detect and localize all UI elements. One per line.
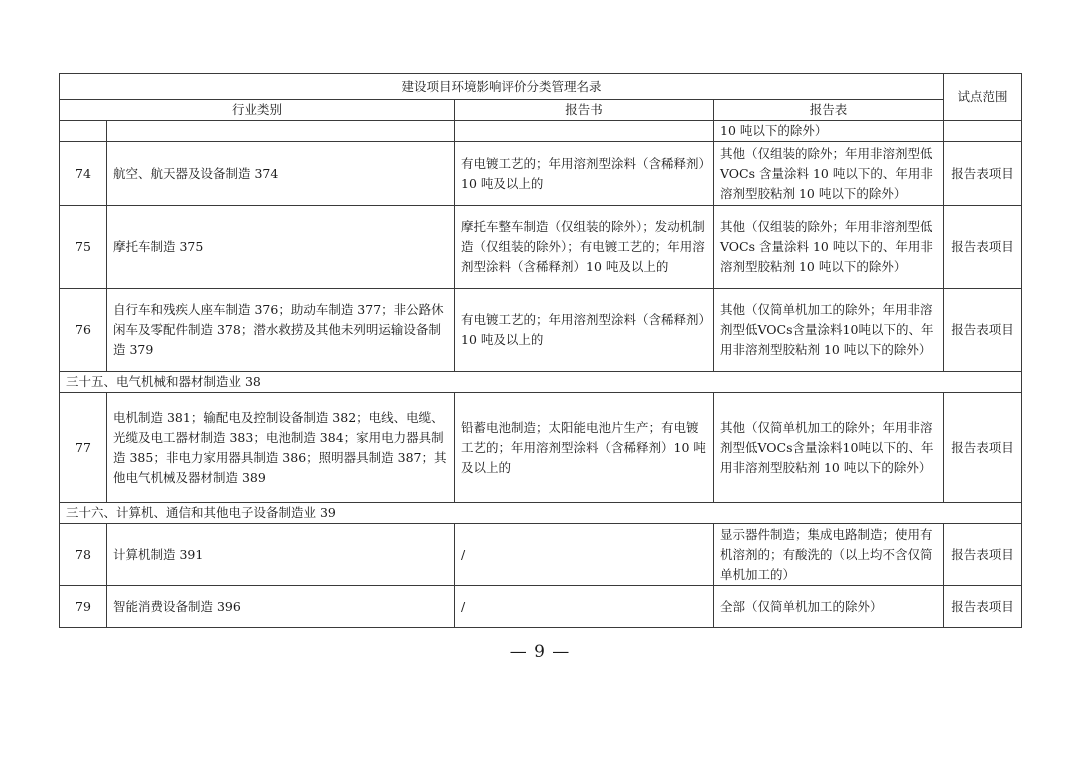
row-number: 79 [60,586,107,628]
report-form-cell: 10 吨以下的除外） [714,121,944,142]
continuation-row [60,121,1022,142]
category-cell: 航空、航天器及设备制造 374 [107,142,455,206]
table-row [60,524,1022,586]
table-title: 建设项目环境影响评价分类管理名录 [60,74,944,100]
scope-cell: 报告表项目 [944,206,1022,289]
scope-cell: 报告表项目 [944,586,1022,628]
report-form-cell: 其他（仅组装的除外；年用非溶剂型低 VOCs 含量涂料 10 吨以下的、年用非溶剂型胶粘剂 10 吨以下的除外） [714,142,944,206]
report-form-cell: 其他（仅组装的除外；年用非溶剂型低 VOCs 含量涂料 10 吨以下的、年用非溶剂型胶粘剂 10 吨以下的除外） [714,206,944,289]
category-cell [107,121,455,142]
scope-header: 试点范围 [944,74,1022,121]
report-form-cell: 显示器件制造；集成电路制造；使用有机溶剂的；有酸洗的（以上均不含仅简单机加工的） [714,524,944,586]
scope-cell: 报告表项目 [944,142,1022,206]
row-number: 76 [60,289,107,372]
report-book-cell: / [455,586,714,628]
table-row [60,586,1022,628]
report-form-header: 报告表 [714,100,944,121]
report-book-cell: / [455,524,714,586]
category-cell: 自行车和残疾人座车制造 376；助动车制造 377；非公路休闲车及零配件制造 378；潜水救捞及其他未列明运输设备制造 379 [107,289,455,372]
report-book-cell: 有电镀工艺的；年用溶剂型涂料（含稀释剂）10 吨及以上的 [455,289,714,372]
num-cell [60,121,107,142]
scope-cell: 报告表项目 [944,524,1022,586]
category-cell: 计算机制造 391 [107,524,455,586]
category-header: 行业类别 [60,100,455,121]
category-cell: 电机制造 381；输配电及控制设备制造 382；电线、电缆、光缆及电工器材制造 383；电池制造 384；家用电力器具制造 385；非电力家用器具制造 386；照明器具制造 387；其他电气机械及器材制造 389 [107,393,455,503]
row-number: 78 [60,524,107,586]
report-form-cell: 其他（仅简单机加工的除外；年用非溶剂型低VOCs含量涂料10吨以下的、年用非溶剂型胶粘剂 10 吨以下的除外） [714,393,944,503]
table-row [60,206,1022,289]
row-number: 77 [60,393,107,503]
table-row [60,393,1022,503]
scope-cell [944,121,1022,142]
report-form-cell: 全部（仅简单机加工的除外） [714,586,944,628]
scope-cell: 报告表项目 [944,393,1022,503]
report-book-header: 报告书 [455,100,714,121]
page-number: — 9 — [509,642,571,662]
section-heading-35: 三十五、电气机械和器材制造业 38 [60,372,1022,393]
row-number: 75 [60,206,107,289]
table-row [60,289,1022,372]
report-book-cell: 有电镀工艺的；年用溶剂型涂料（含稀释剂）10 吨及以上的 [455,142,714,206]
category-cell: 摩托车制造 375 [107,206,455,289]
row-number: 74 [60,142,107,206]
section-row [60,503,1022,524]
category-cell: 智能消费设备制造 396 [107,586,455,628]
table-row [60,142,1022,206]
report-form-cell: 其他（仅简单机加工的除外；年用非溶剂型低VOCs含量涂料10吨以下的、年用非溶剂型胶粘剂 10 吨以下的除外） [714,289,944,372]
section-row [60,372,1022,393]
report-book-cell: 铅蓄电池制造；太阳能电池片生产；有电镀工艺的；年用溶剂型涂料（含稀释剂）10 吨及以上的 [455,393,714,503]
report-book-cell [455,121,714,142]
report-book-cell: 摩托车整车制造（仅组装的除外）；发动机制造（仅组装的除外）；有电镀工艺的；年用溶剂型涂料（含稀释剂）10 吨及以上的 [455,206,714,289]
scope-cell: 报告表项目 [944,289,1022,372]
classification-table [59,73,1022,628]
section-heading-36: 三十六、计算机、通信和其他电子设备制造业 39 [60,503,1022,524]
